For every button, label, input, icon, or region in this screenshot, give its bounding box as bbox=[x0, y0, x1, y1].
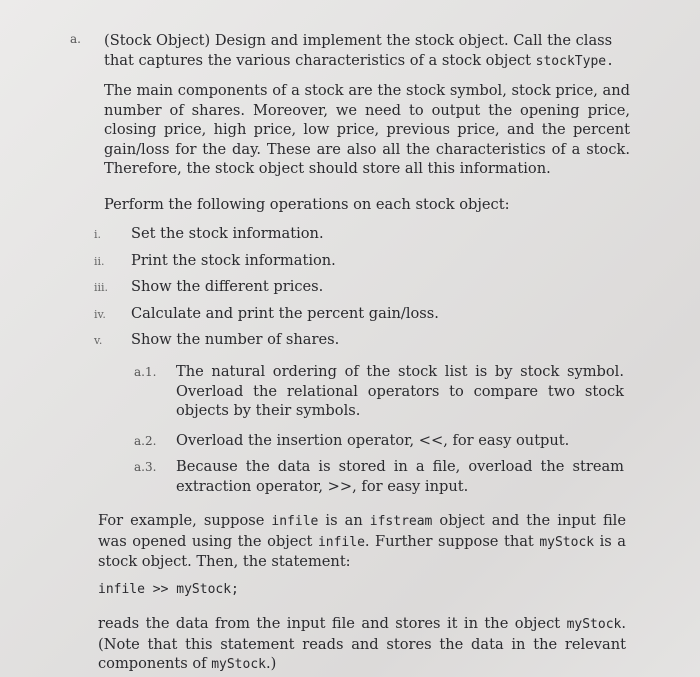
code-statement bbox=[98, 580, 626, 600]
operations-list bbox=[94, 224, 534, 357]
intro-line-2: that captures the various characteristics of a stock object bbox=[104, 51, 536, 69]
components-paragraph bbox=[104, 81, 630, 179]
list-text: Set the stock information. bbox=[131, 225, 324, 242]
example-text: object and the input file was opened using the object bbox=[98, 512, 626, 550]
list-number: i. bbox=[94, 228, 102, 241]
example-code: myStock bbox=[539, 534, 595, 550]
example-text: is a stock object. Then, the statement: bbox=[98, 532, 627, 571]
example-code: infile bbox=[317, 534, 365, 550]
item-label: a. bbox=[70, 32, 81, 46]
list-text: Print the stock information. bbox=[131, 251, 336, 269]
list-number: ii. bbox=[94, 254, 105, 268]
list-item bbox=[94, 330, 534, 357]
list-item bbox=[94, 224, 534, 251]
reads-paragraph bbox=[98, 614, 626, 675]
reads-text: . (Note that this statement reads and stores the data in the relevant components of bbox=[98, 615, 626, 673]
components-text: The main components of a stock are the stock symbol, stock price, and number of shares. Moreover, we need to output the opening price, closing price, high price, low price, previous price, and the percent gain/loss for the day. These are also all the characteristics of a stock. Therefore, the stock object should store all this information. bbox=[104, 82, 630, 178]
example-paragraph bbox=[98, 511, 626, 572]
intro-paragraph bbox=[104, 31, 630, 71]
subitem-number: a.2. bbox=[134, 434, 157, 448]
subitem-number: a.3. bbox=[134, 460, 157, 474]
list-item bbox=[94, 251, 534, 278]
list-number: iii. bbox=[94, 281, 109, 294]
reads-code: myStock bbox=[211, 657, 266, 673]
list-item bbox=[94, 304, 534, 331]
list-text: Calculate and print the percent gain/loss. bbox=[131, 304, 439, 322]
reads-text: reads the data from the input file and stores it in the object bbox=[98, 615, 567, 632]
list-item bbox=[94, 277, 534, 304]
example-code: infile bbox=[271, 514, 319, 529]
list-text: Show the different prices. bbox=[131, 278, 324, 295]
intro-code: stockType. bbox=[535, 53, 614, 69]
example-code: ifstream bbox=[369, 514, 433, 529]
operations-intro bbox=[104, 195, 630, 215]
reads-text: .) bbox=[265, 655, 277, 673]
intro-line-1: (Stock Object) Design and implement the stock object. Call the class bbox=[104, 32, 613, 49]
operations-intro-text: Perform the following operations on each stock object: bbox=[104, 196, 510, 213]
list-number: iv. bbox=[94, 307, 106, 321]
list-text: Show the number of shares. bbox=[131, 331, 340, 348]
list-number: v. bbox=[94, 334, 103, 347]
reads-code: myStock bbox=[566, 617, 622, 632]
code-statement-text: infile >> myStock; bbox=[98, 582, 239, 597]
subitem-text: The natural ordering of the stock list is by stock symbol. Overload the relational operators to compare two stock objects by their symbols. bbox=[176, 363, 624, 420]
example-text: For example, suppose bbox=[98, 512, 272, 529]
subitem-text: Overload the insertion operator, <<, for easy output. bbox=[176, 432, 570, 449]
subitem-text: Because the data is stored in a file, overload the stream extraction operator, >>, for easy input. bbox=[176, 458, 624, 495]
example-text: . Further suppose that bbox=[364, 532, 540, 550]
subitem-number: a.1. bbox=[134, 365, 157, 379]
example-text: is an bbox=[318, 512, 370, 529]
